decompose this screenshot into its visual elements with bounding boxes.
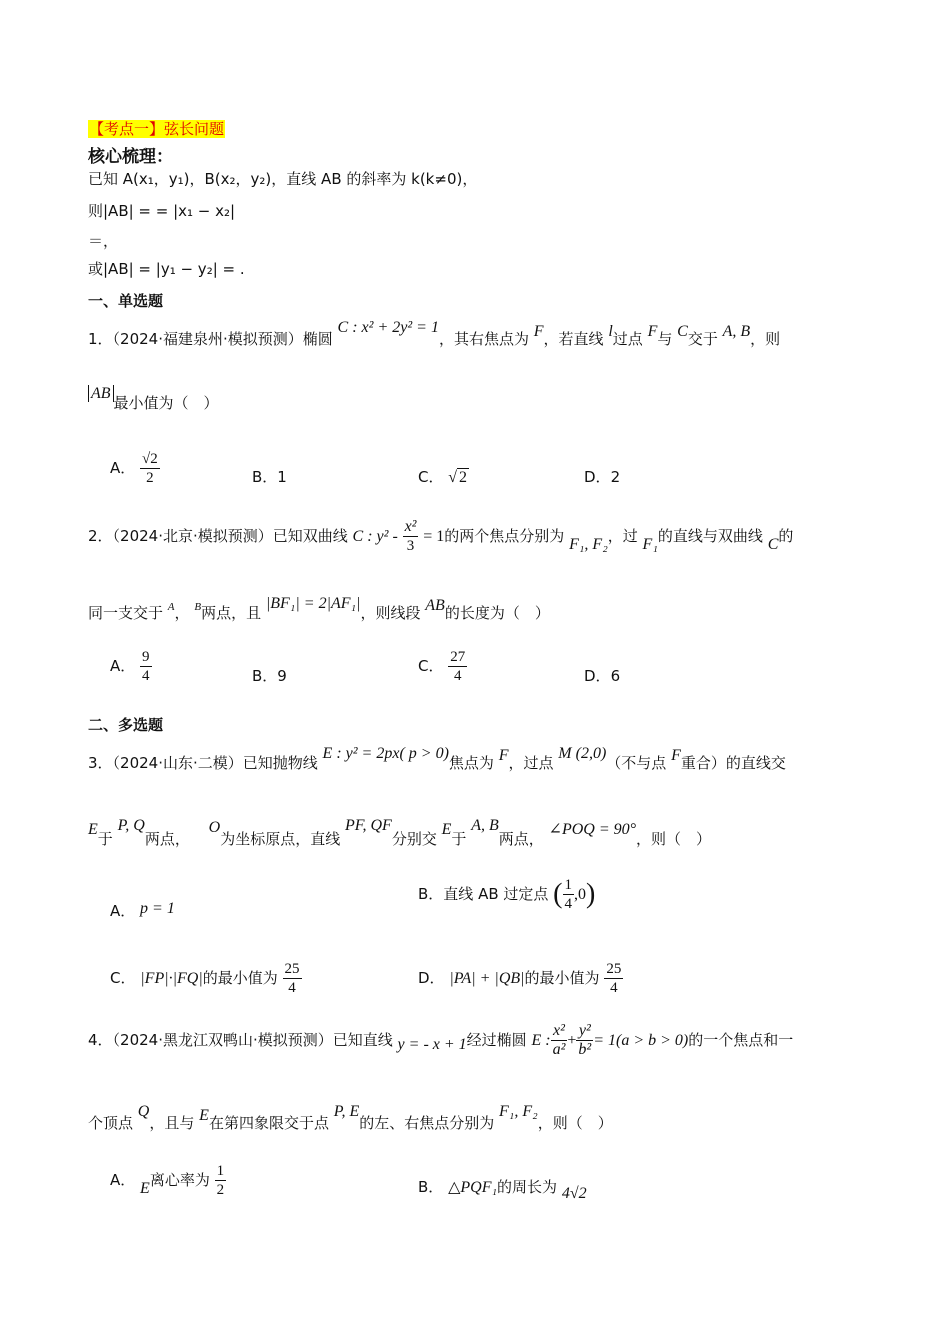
theory-line-1: 已知 A(x₁，y₁)，B(x₂，y₂)，直线 AB 的斜率为 k(k≠0)，: [88, 170, 478, 188]
question-2-line-2: 同一支交于 $^A$， $^B$两点，且 |BF₁| = 2|AF₁|，则线段 AB的长度为（ ）: [88, 595, 550, 622]
fraction: $\frac{√2}{2}$: [142, 451, 158, 486]
question-3-option-a[interactable]: A． p = 1: [110, 900, 175, 920]
fraction: $\frac{9}{4}$: [142, 649, 150, 684]
question-4-line-2: 个顶点 Q，且与 E在第四象限交于点 P, E的左、右焦点分别为 F₁, F₂，则（ ）: [88, 1103, 613, 1132]
question-4-line-1: 4．（2024·黑龙江双鸭山·模拟预测）已知直线 y = - x + 1经过椭圆 E : $\frac{\text{x²}}{\text{a²}}$ + $\frac{\text{y²}}{\text{b²}}$ = 1(a > b > 0)的一个焦点和一: [88, 1022, 794, 1058]
question-3-option-d[interactable]: D． |PA| + |QB|的最小值为 $\frac{25}{4}$: [418, 961, 622, 996]
question-1-option-c[interactable]: C． √ 2: [418, 468, 468, 486]
question-3-line-1: 3．（2024·山东·二模）已知抛物线 E : y² = 2px( p > 0)焦点为 F，过点 M (2,0)（不与点 F重合）的直线交: [88, 745, 786, 772]
fraction: $\frac{1}{2}$: [216, 1163, 225, 1198]
fraction: $\frac{\text{y²}}{\text{b²}}$: [578, 1022, 592, 1058]
question-2-line-1: 2．（2024·北京·模拟预测）已知双曲线 C : y² - $\frac{\text{x²}}{3}$ = 1的两个焦点分别为 F₁, F₂，过 F₁的直线与双曲线 C的: [88, 518, 794, 554]
question-3-option-b[interactable]: B．直线 AB 过定点 ( $\frac{1}{4}$ ,0): [418, 877, 596, 912]
question-3-option-c[interactable]: C． |FP|·|FQ|的最小值为 $\frac{25}{4}$: [110, 961, 300, 996]
section-single-choice: 一、单选题: [88, 292, 164, 310]
fraction: $\frac{\text{x²}}{3}$: [404, 518, 417, 554]
question-3-line-2: E于 P, Q两点， O为坐标原点，直线 PF, QF分别交 E于 A, B两点， ∠POQ = 90°，则（ ）: [88, 817, 712, 848]
theory-line-3: ＝，: [88, 232, 119, 250]
section-multi-choice: 二、多选题: [88, 716, 164, 734]
question-1-option-b[interactable]: B．1: [252, 468, 287, 486]
question-1-line-1: 1．（2024·福建泉州·模拟预测）椭圆 C : x² + 2y² = 1，其右焦点为 F，若直线 l过点 F与 C交于 A, B，则: [88, 319, 781, 348]
fraction: $\frac{27}{4}$: [450, 649, 466, 684]
question-2-option-d[interactable]: D．6: [584, 667, 621, 685]
fraction: $\frac{25}{4}$: [606, 961, 622, 996]
question-4-option-b[interactable]: B． △PQF₁的周长为 4√2: [418, 1178, 587, 1202]
question-1-option-a[interactable]: A． $\frac{√2}{2}$: [110, 451, 158, 486]
sqrt: √ 2: [448, 469, 468, 486]
theory-line-2: 则|AB| = = |x₁ − x₂|: [88, 202, 236, 220]
fraction: $\frac{\text{x²}}{\text{a²}}$: [552, 1022, 566, 1058]
fraction: $\frac{1}{4}$: [564, 877, 572, 912]
theory-line-4: 或|AB| = |y₁ − y₂| = .: [88, 260, 245, 278]
question-4-option-a[interactable]: A． E离心率为 $\frac{1}{2}$: [110, 1163, 225, 1198]
question-2-option-c[interactable]: C． $\frac{27}{4}$: [418, 649, 466, 684]
section-tag: 【考点一】弦长问题: [89, 120, 225, 138]
fraction: $\frac{25}{4}$: [284, 961, 300, 996]
question-1-option-d[interactable]: D．2: [584, 468, 621, 486]
core-heading: 核心梳理：: [88, 147, 173, 167]
question-1-line-2: AB最小值为（ ）: [88, 392, 219, 413]
question-2-option-a[interactable]: A． $\frac{9}{4}$: [110, 649, 150, 684]
question-2-option-b[interactable]: B．9: [252, 667, 287, 685]
